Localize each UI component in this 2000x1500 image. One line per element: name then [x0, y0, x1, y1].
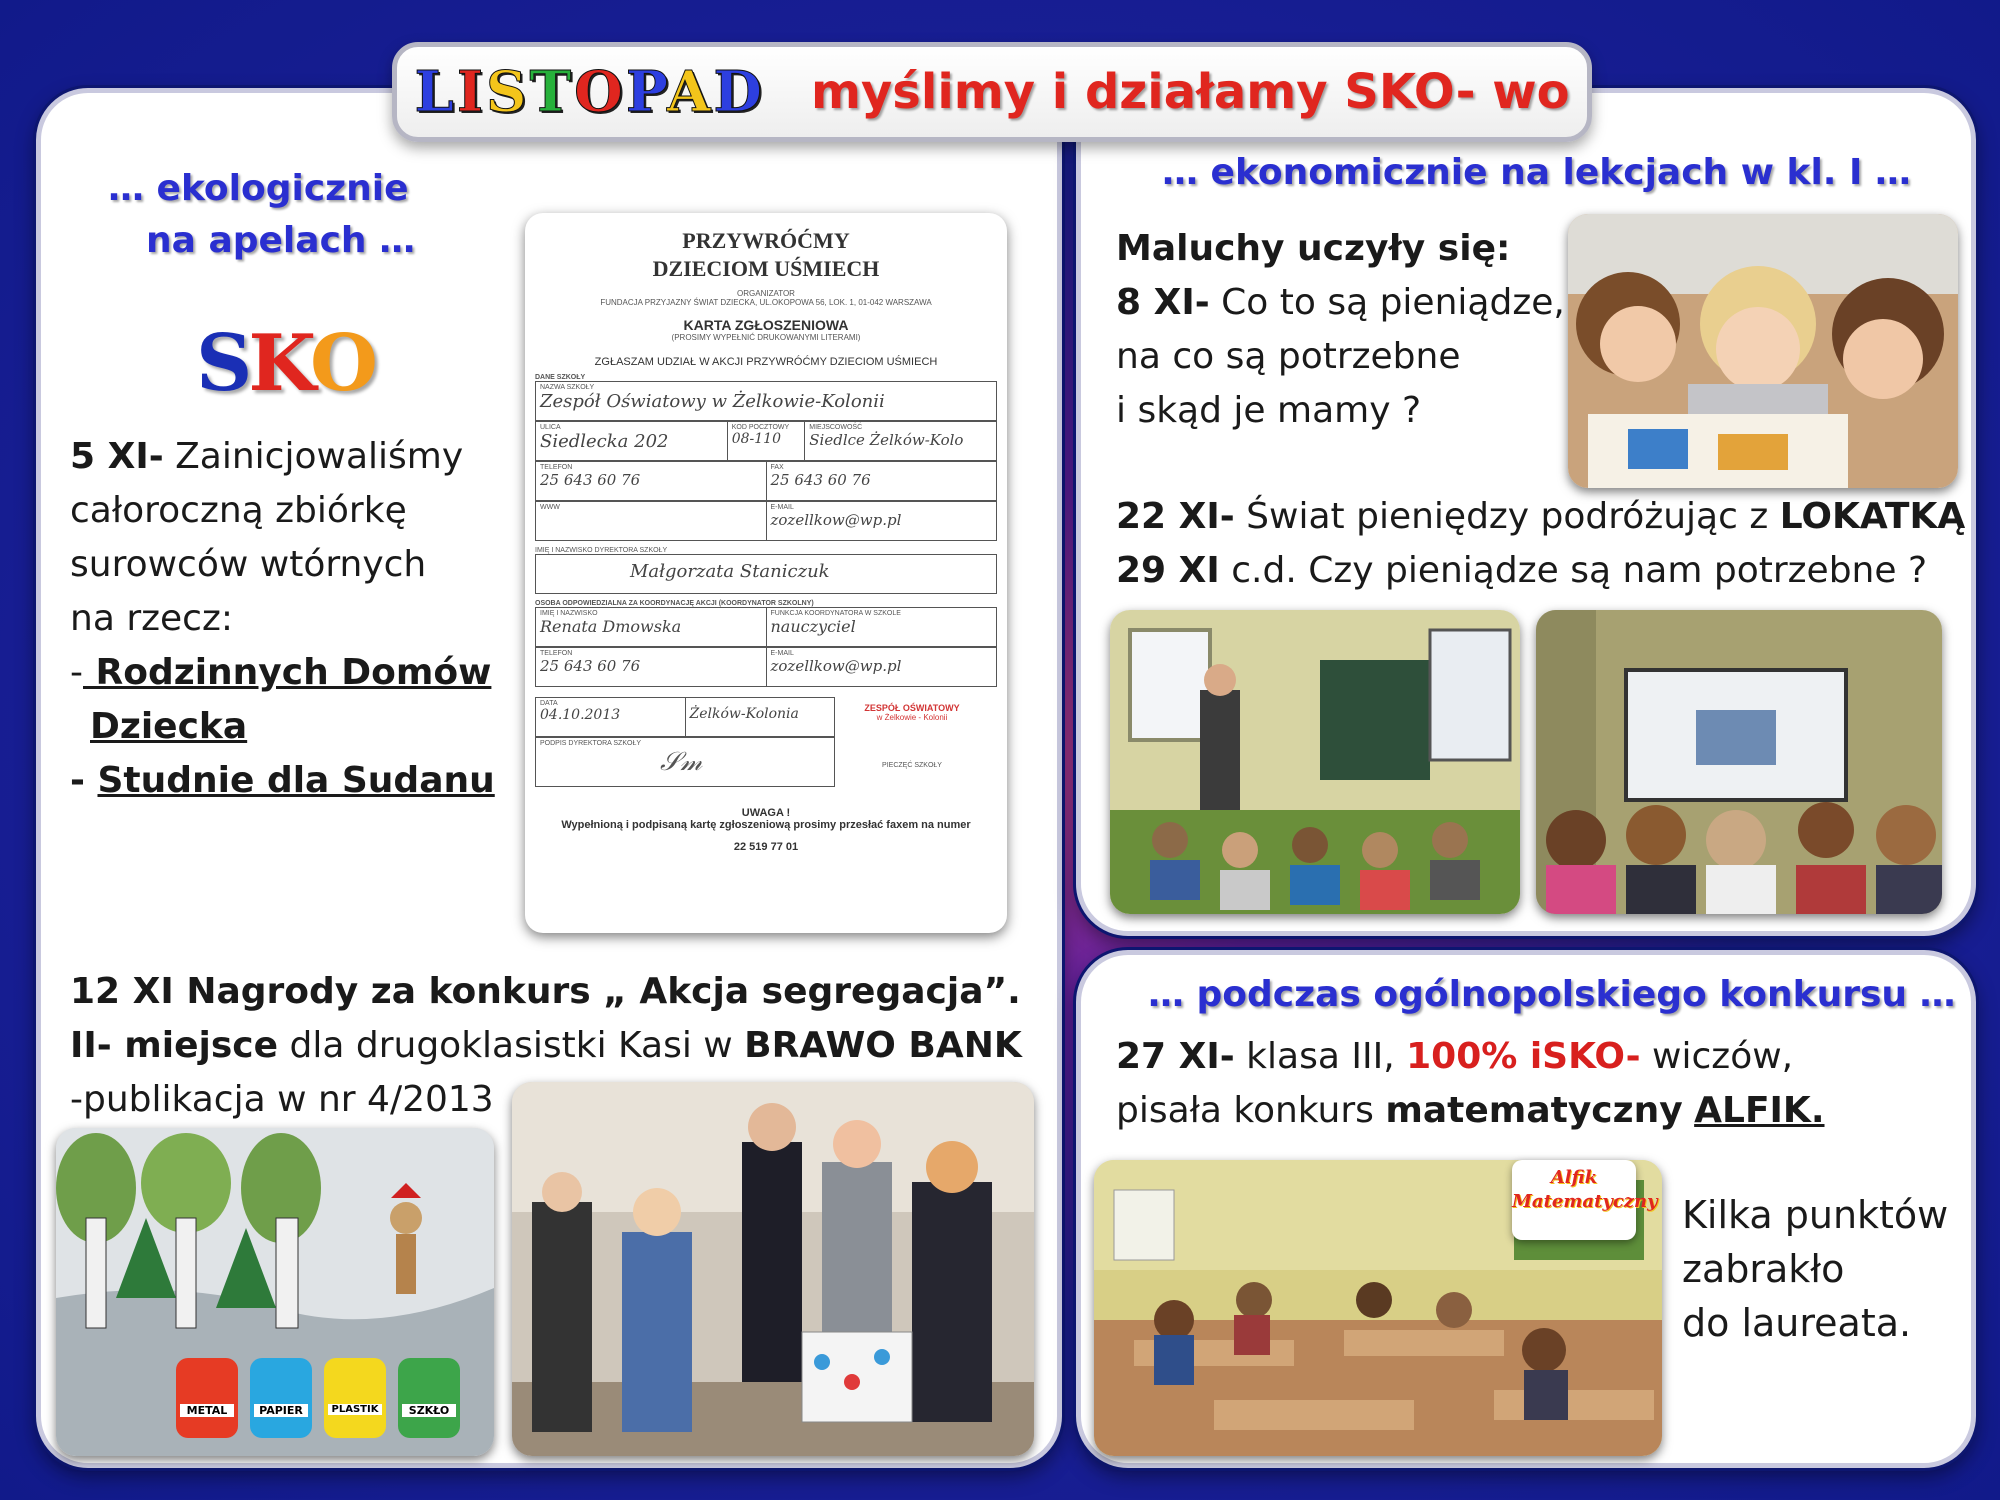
application-form-image: PRZYWRÓĆMY DZIECIOM UŚMIECH ORGANIZATOR FUNDACJA PRZYJAZNY ŚWIAT DZIECKA, UL.OKOPOWA 56, LOK. 1, 01-042 WARSZAWA KARTA ZGŁOSZENIOWA (PROSIMY WYPEŁNIĆ DRUKOWANYMI LITERAMI) ZGŁASZAM UDZIAŁ W AKCJI PRZYWRÓĆMY DZIECIOM UŚMIECH DANE SZKOŁY NAZWA SZKOŁY Zespół Oświatowy w Żelkowie-Kolonii ULICA Siedlecka 202 KOD POCZTOWY 08-110 MIEJSCOWOŚĆ Siedlce Żelków-Kolo TELEFON 25 643 60 76 FAX 25 643 60 76 WWW E-MAIL zozellkow@wp.pl IMIĘ I NAZWISKO DYREKTORA SZKOŁY Małgorzata Staniczuk OSOBA ODPOWIEDZIALNA ZA KOORDYNACJĘ AKCJI (KOORDYNATOR SZKOLNY) IMIĘ I NAZWISKO Renata Dmowska FUNKCJA KOORDYNATORA W SZKOLE nauczyciel TELEFON 25 643 60 76 E-MAIL zozellkow@wp.pl DATA 04.10.2013 Żelków-Kolonia PODPIS DYREKTORA SZKOŁY 𝒮𝓂 ZESPÓŁ OŚWIATOWY w Żelkowie - Kolonii PIECZĘĆ SZKOŁY UWAGA ! Wypełnioną i podpisaną kartę zgłoszeniową prosimy przesłać faxem na numer 22 519 77 01 [525, 213, 1007, 933]
classroom-lesson-photo [1110, 610, 1520, 914]
lesson-intro-text: Maluchy uczyły się: 8 XI- Co to są pieniądze, na co są potrzebne i skąd je mamy ? [1116, 228, 1565, 431]
bin-label-metal: METAL [180, 1404, 234, 1417]
alfik-logo: Alfik Matematyczny [1512, 1160, 1636, 1240]
left-heading-line1: … ekologicznie [108, 168, 409, 209]
interactive-board-photo [1536, 610, 1942, 914]
sko-logo: SKO [196, 318, 374, 409]
bin-label-papier: PAPIER [254, 1404, 308, 1417]
title-banner [392, 42, 1592, 142]
item1-text: 5 XI- Zainicjowaliśmy całoroczną zbiórkę surowców wtórnych na rzecz: - Rodzinnych Domów Dziecka - Studnie dla Sudanu [70, 436, 495, 801]
recycling-artwork-photo [56, 1128, 494, 1456]
award-ceremony-photo [512, 1082, 1034, 1456]
bin-label-szklo: SZKŁO [402, 1404, 456, 1417]
school-stamp: ZESPÓŁ OŚWIATOWY w Żelkowie - Kolonii PIECZĘĆ SZKOŁY [864, 703, 960, 769]
title-subtitle: myślimy i działamy SKO- wo [810, 64, 1570, 120]
contest-text: 27 XI- klasa III, 100% iSKO- wiczów, pisała konkurs matematyczny ALFIK. [1116, 1036, 1825, 1131]
bin-label-plastik: PLASTIK [328, 1404, 382, 1415]
right-bottom-heading: … podczas ogólnopolskiego konkursu … [1148, 974, 1956, 1015]
contest-result-text: Kilka punktów zabrakło do laureata. [1682, 1193, 1949, 1345]
right-top-heading: … ekonomicznie na lekcjach w kl. I … [1162, 152, 1911, 193]
left-heading-line2: na apelach … [146, 220, 416, 261]
lesson-dates-text: 22 XI- Świat pieniędzy podróżując z LOKATKĄ 29 XI c.d. Czy pieniądze są nam potrzebne ? [1116, 496, 1966, 591]
title-listopad: LISTOPAD [414, 59, 765, 125]
children-reading-photo [1568, 214, 1958, 488]
item2-text: 12 XI Nagrody za konkurs „ Akcja segregacja”. II- miejsce dla drugoklasistki Kasi w BRAWO BANK -publikacja w nr 4/2013 [70, 971, 1022, 1120]
